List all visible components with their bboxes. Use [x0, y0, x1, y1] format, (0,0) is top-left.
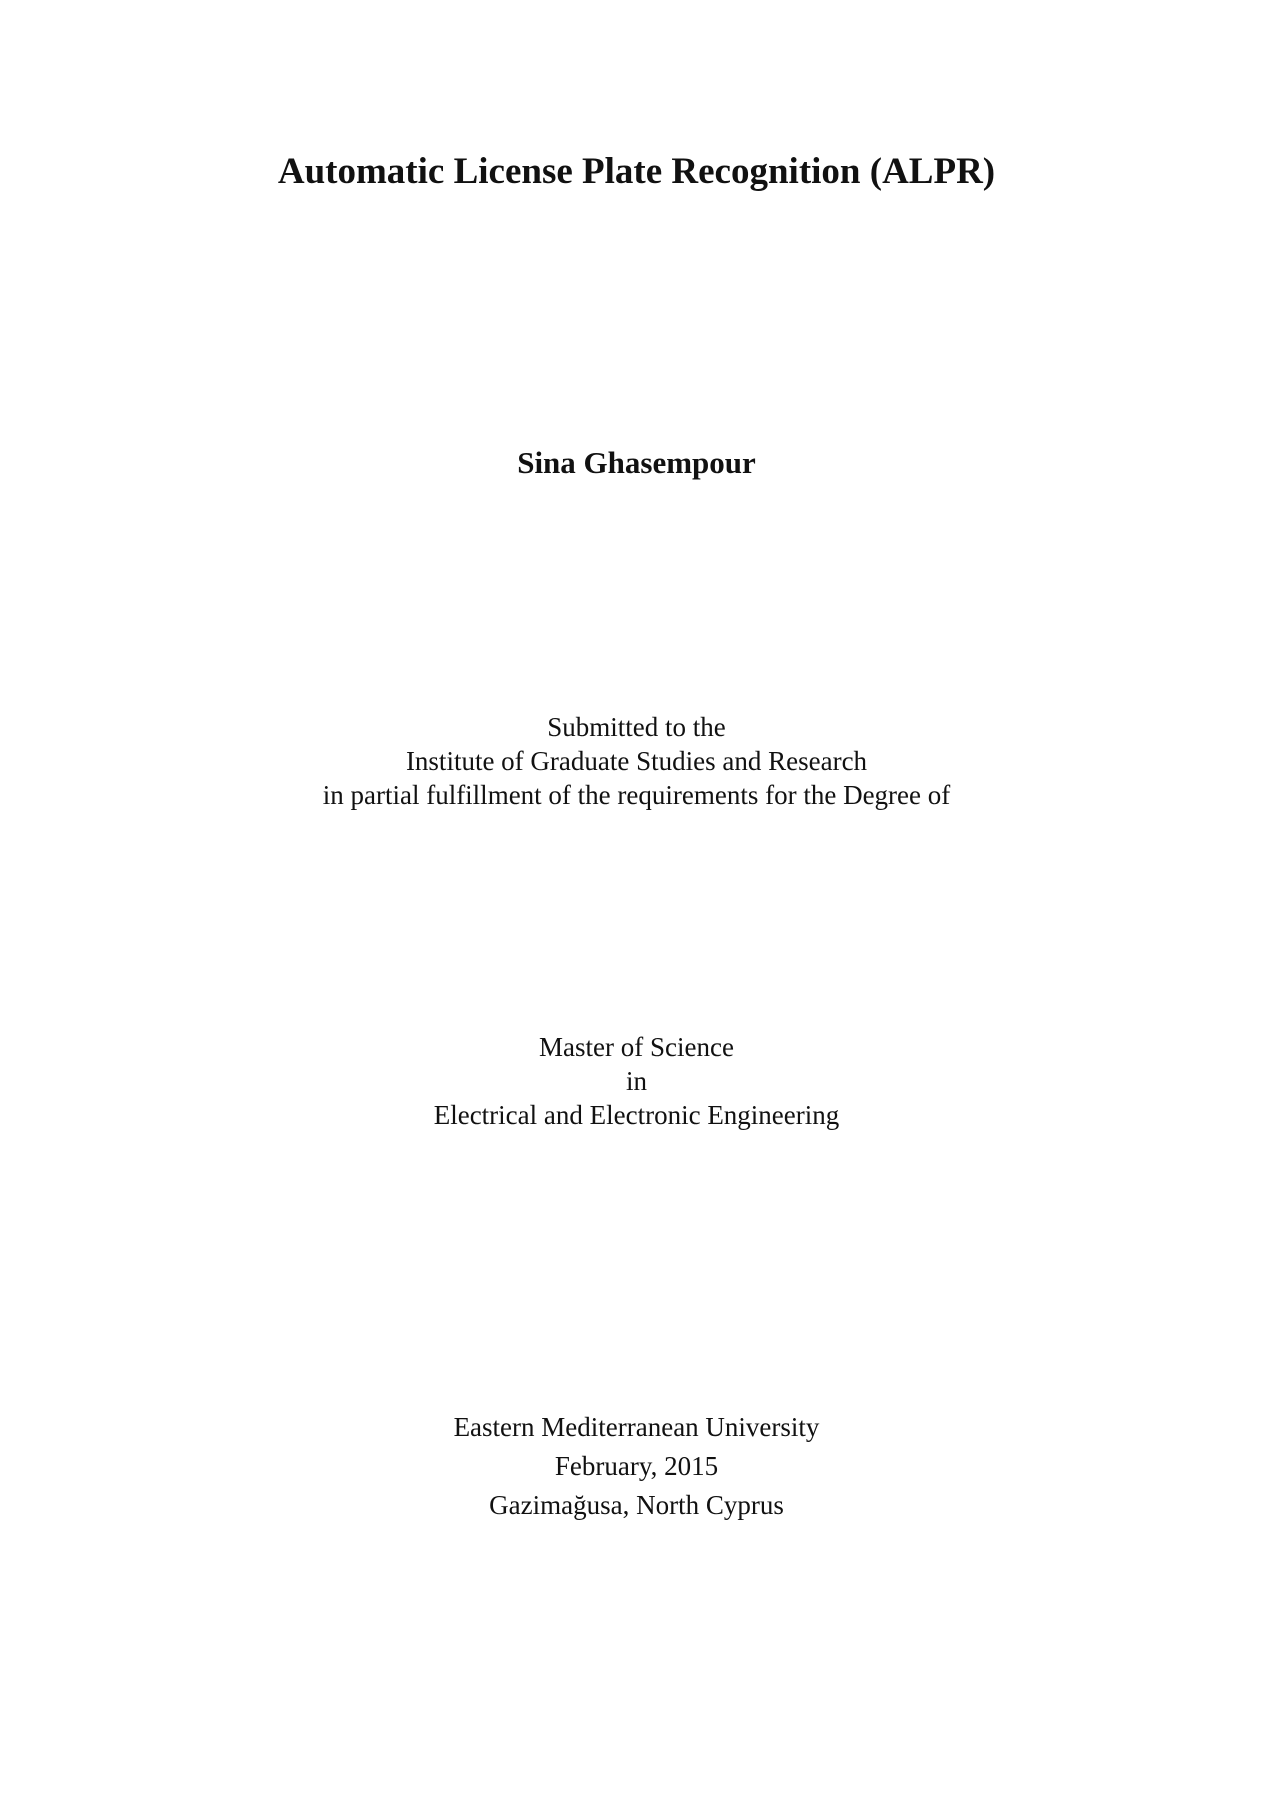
thesis-title: Automatic License Plate Recognition (ALPR)	[277, 151, 996, 192]
degree-statement	[0, 1030, 1273, 1132]
author-name: Sina Ghasempour	[517, 445, 756, 480]
submission-statement	[0, 710, 1273, 812]
degree-line-3: Electrical and Electronic Engineering	[433, 1100, 840, 1130]
degree-line-2: in	[625, 1066, 647, 1096]
submission-line-2: Institute of Graduate Studies and Research	[405, 746, 868, 776]
submission-line-1: Submitted to the	[547, 712, 726, 742]
institution-info	[0, 1408, 1273, 1525]
location: Gazimağusa, North Cyprus	[489, 1490, 784, 1520]
degree-line-1: Master of Science	[539, 1032, 734, 1062]
submission-line-3: in partial fulfillment of the requirements for the Degree of	[322, 780, 951, 810]
submission-date: February, 2015	[554, 1451, 719, 1481]
university-name: Eastern Mediterranean University	[453, 1412, 820, 1442]
